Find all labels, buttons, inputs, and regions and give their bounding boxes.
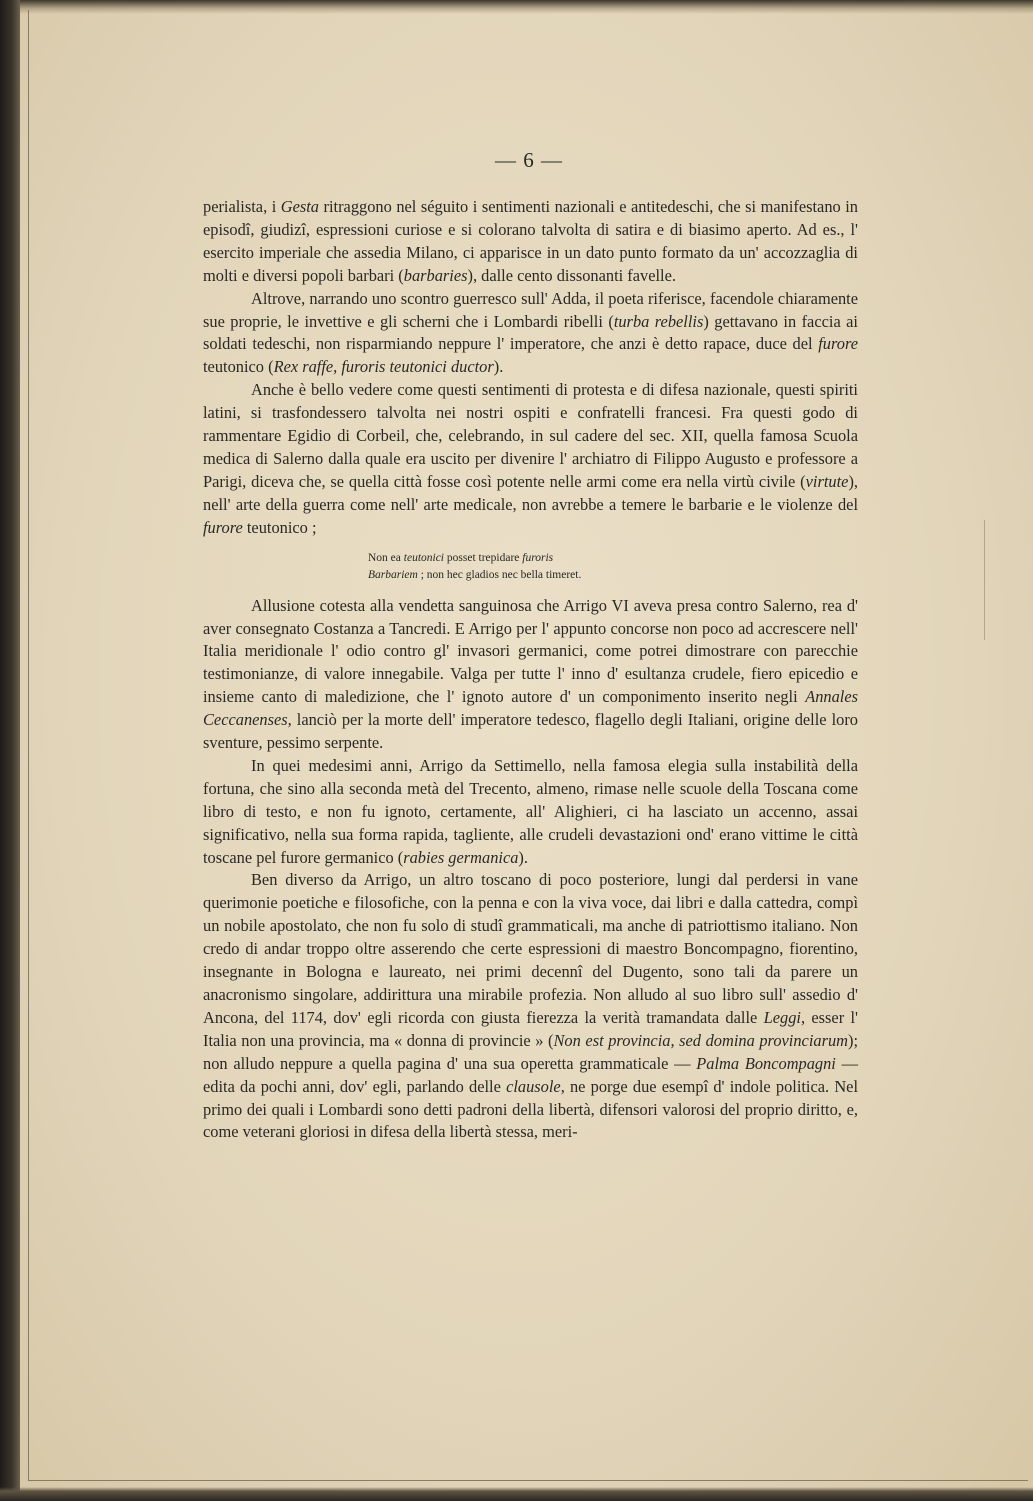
- text-run: ritraggono nel séguito i sentimenti nazionali e antitedeschi, che si manifestano in episodî, giudizî, espressioni curiose e si colorano talvolta di satira e di biasimo aperto. Ad es., l' esercito imperiale che assedia Milano, ci apparisce in un dato punto formato da un' accozzaglia di molti e diversi popoli barbari (: [203, 197, 858, 285]
- text-run: ); non alludo neppure a quella pagina d' una sua operetta grammaticale —: [203, 1030, 858, 1073]
- italic-text: Gesta: [280, 197, 320, 216]
- latin-quotation: [368, 550, 858, 584]
- text-run: , esser l' Italia non una provincia, ma « donna di provincie » (: [203, 1007, 858, 1050]
- quotation-line: [368, 550, 858, 567]
- text-run: , lanciò per la morte dell' imperatore tedesco, flagello degli Italiani, origine delle loro sventure, pessimo serpente.: [203, 710, 858, 753]
- italic-text: clausole: [506, 1076, 561, 1096]
- paragraph: [203, 196, 858, 288]
- paragraph: [203, 595, 858, 755]
- text-run: ), nell' arte della guerra come nell' arte medicale, non avrebbe a temere le barbarie e le violenze del: [203, 471, 858, 514]
- text-run: ).: [518, 847, 528, 867]
- italic-text: Non est provincia, sed domina provinciarum: [553, 1030, 848, 1050]
- text-run: Allusione cotesta alla vendetta sanguinosa che Arrigo VI aveva presa contro Salerno, rea d' aver consegnato Costanza a Tancredi. E Arrigo per l' appunto concorse non poco ad accrescere nell' Italia meridionale l' odio contro gl' invasori germanici, come potrei dimostrare con parecchie testimonianze, di valore innegabile. Valga per tutte l' inno d' esultanza crudele, fiero epicedio e insieme canto di maledizione, che l' ignoto autore d' un componimento inserito negli: [203, 595, 858, 707]
- italic-text: turba rebellis: [613, 311, 704, 331]
- text-run: Anche è bello vedere come questi sentimenti di protesta e di difesa nazionale, questi spiriti latini, si trasfondessero talvolta nei nostri ospiti e confratelli francesi. Fra questi godo di rammentare Egidio di Corbeil, che, celebrando, in sul cadere del sec. XII, quella famosa Scuola medica di Salerno dalla quale era uscito per divenire l' archiatro di Filippo Augusto e professore a Parigi, diceva che, se quella città fosse così potente nelle armi come era nella virtù civile (: [203, 380, 858, 491]
- italic-text: furoris: [522, 551, 554, 564]
- italic-text: rabies germanica: [403, 847, 519, 867]
- italic-text: furore: [818, 334, 858, 354]
- text-run: ) gettavano in faccia ai soldati tedeschi, non risparmiando neppure l' imperatore, che anzi è detto rapace, duce del: [203, 311, 858, 354]
- text-run: Non ea: [368, 551, 404, 564]
- text-run: — edita da pochi anni, dov' egli, parlando delle: [203, 1053, 859, 1096]
- italic-text: Palma Boncompagni: [696, 1053, 836, 1073]
- text-run: posset trepidare: [444, 551, 523, 564]
- frame-line-left: [28, 10, 29, 1480]
- italic-text: barbaries: [403, 265, 468, 285]
- italic-text: Barbariem: [368, 568, 418, 581]
- text-run: teutonico ;: [242, 517, 317, 537]
- quotation-line: [368, 567, 858, 584]
- text-run: Ben diverso da Arrigo, un altro toscano di poco posteriore, lungi dal perdersi in vane querimonie poetiche e filosofiche, con la penna e con la viva voce, dai libri e dalla cattedra, compì un nobile apostolato, che non fu solo di studî grammaticali, ma anche di patriottismo italiano. Non credo di andar troppo oltre asserendo che certe espressioni di maestro Boncompagno, fiorentino, insegnante in Bologna e laureato, nei primi decennî del Dugento, sono tali da parere un anacronismo singolare, addirittura una mirabile profezia. Non alludo al suo libro sull' assedio d' Ancona, del 1174, dov' egli ricorda con giusta fierezza la verità tramandata dalle: [203, 870, 858, 1027]
- paragraph: [203, 869, 858, 1144]
- text-run: ; non hec gladios nec bella timeret.: [417, 568, 582, 581]
- text-run: Altrove, narrando uno scontro guerresco sull' Adda, il poeta riferisce, facendole chiaramente sue proprie, le invettive e gli scherni che i Lombardi ribelli (: [203, 288, 858, 331]
- paragraph: [203, 755, 858, 870]
- italic-text: teutonici: [403, 551, 445, 564]
- frame-line-bottom: [28, 1480, 1028, 1481]
- text-run: , ne porge due esempî d' indole politica. Nel primo dei quali i Lombardi sono detti padroni della libertà, difensori valorosi del proprio diritto, e, come veterani gloriosi in difesa della libertà stessa, meri-: [203, 1076, 858, 1142]
- page-bottom-edge: [0, 1487, 1033, 1501]
- text-run: ).: [493, 357, 504, 377]
- text-run: ), dalle cento dissonanti favelle.: [467, 265, 676, 285]
- paragraph: [203, 379, 858, 539]
- text-run: teutonico (: [203, 357, 274, 377]
- page-top-edge: [0, 0, 1033, 14]
- italic-text: Rex raffe, furoris teutonici ductor: [273, 357, 494, 377]
- italic-text: furore: [203, 517, 243, 537]
- paragraph: [203, 288, 858, 380]
- italic-text: Annales Ceccanenses: [203, 687, 858, 730]
- text-run: In quei medesimi anni, Arrigo da Settimello, nella famosa elegia sulla instabilità della fortuna, che sino alla seconda metà del Trecento, almeno, rimase nelle scuole della Toscana come libro di testo, e non fu ignoto, certamente, all' Alighieri, ci ha lasciato un accenno, assai significativo, nella sua forma rapida, tagliente, alle crudeli devastazioni ond' erano vittime le città toscane pel furore germanico (: [203, 755, 858, 867]
- italic-text: Leggi: [763, 1007, 801, 1027]
- italic-text: virtute: [805, 471, 849, 491]
- page-number: — 6 —: [495, 148, 563, 172]
- body-text: [203, 196, 858, 1144]
- binding-edge: [0, 0, 20, 1501]
- margin-pencil-line: [984, 520, 985, 640]
- text-run: perialista, i: [203, 197, 281, 216]
